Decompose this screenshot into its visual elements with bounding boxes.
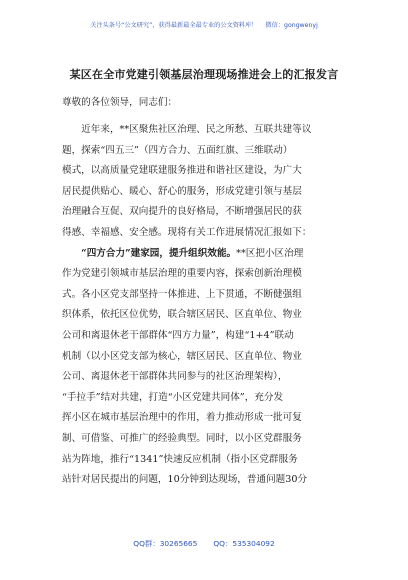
body-text: 题，探索“四五三”（四方合力、五面红旗、三维联动） bbox=[62, 144, 293, 156]
section-heading-text: “四方合力”建家园，提升组织效能。 bbox=[62, 247, 237, 259]
document-greeting: 尊敬的各位领导，同志们： bbox=[62, 97, 178, 108]
body-text: 机制（以小区党支部为核心，辖区居民、区直单位、物业 bbox=[62, 350, 302, 362]
body-line bbox=[62, 347, 348, 368]
body-text: 公司和离退休老干部群体“四方力量”，构建“1+4”联动 bbox=[62, 329, 294, 341]
footer-qq-number: QQ：535304092 bbox=[213, 539, 275, 548]
body-text: 式。各小区党支部坚持一体推进、上下贯通，不断健强组 bbox=[62, 288, 302, 300]
body-line bbox=[62, 326, 348, 347]
body-text: **区把小区治理 bbox=[236, 247, 304, 259]
header-promo-text: 关注头条号“公文研究”，获得最新最全最专业的公文资料库！ bbox=[90, 22, 258, 29]
body-line bbox=[62, 367, 348, 388]
body-text: 站针对居民提出的问题，10分钟到达现场，普通问题30分 bbox=[62, 474, 308, 486]
body-text: 制、可借鉴、可推广的经验典型。同时，以小区党群服务 bbox=[62, 432, 302, 444]
page-footer bbox=[0, 538, 408, 549]
body-text: 挥小区在城市基层治理中的作用，着力推动形成一批可复 bbox=[62, 412, 302, 424]
body-line bbox=[62, 429, 348, 450]
header-wechat-text: 微信：gongwenyj bbox=[265, 22, 318, 29]
body-line bbox=[62, 470, 348, 491]
body-line bbox=[62, 202, 348, 223]
body-line bbox=[62, 244, 348, 265]
body-line bbox=[62, 388, 348, 409]
body-line bbox=[62, 161, 348, 182]
body-text: 居民提供贴心、暖心、舒心的服务，形成党建引领与基层 bbox=[62, 185, 302, 197]
body-line bbox=[62, 285, 348, 306]
body-text: 治理融合互促、双向提升的良好格局，不断增强居民的获 bbox=[62, 206, 302, 218]
document-body bbox=[62, 120, 348, 491]
page-header bbox=[0, 20, 408, 29]
body-text: 模式，以高质量党建联建服务推进和谐社区建设，为广大 bbox=[62, 165, 302, 177]
body-line bbox=[62, 141, 348, 162]
body-line bbox=[62, 408, 348, 429]
footer-qq-group: QQ群：30265665 bbox=[133, 539, 198, 548]
body-text: 作为党建引领城市基层治理的重要内容，探索创新治理模 bbox=[62, 268, 302, 280]
body-line bbox=[62, 182, 348, 203]
body-line bbox=[62, 120, 348, 141]
body-text: 得感、幸福感、安全感。现将有关工作进展情况汇报如下： bbox=[62, 226, 312, 238]
body-text: 织体系，依托区位优势，联合辖区居民、区直单位、物业 bbox=[62, 309, 302, 321]
body-text: 公司、离退休老干部群体共同参与的社区治理架构）， bbox=[62, 371, 288, 383]
body-line bbox=[62, 305, 348, 326]
body-line bbox=[62, 223, 348, 244]
body-line bbox=[62, 450, 348, 471]
body-text: 近年来，**区聚焦社区治理、民之所愁、互联共建等议 bbox=[62, 124, 312, 135]
body-text: 站为阵地，推行“1341”快速反应机制（指小区党群服务 bbox=[62, 453, 298, 465]
body-text: “手拉手”结对共建，打造“小区党建共同体”，充分发 bbox=[62, 391, 284, 403]
document-title: 某区在全市党建引领基层治理现场推进会上的汇报发言 bbox=[69, 68, 339, 81]
body-line bbox=[62, 264, 348, 285]
